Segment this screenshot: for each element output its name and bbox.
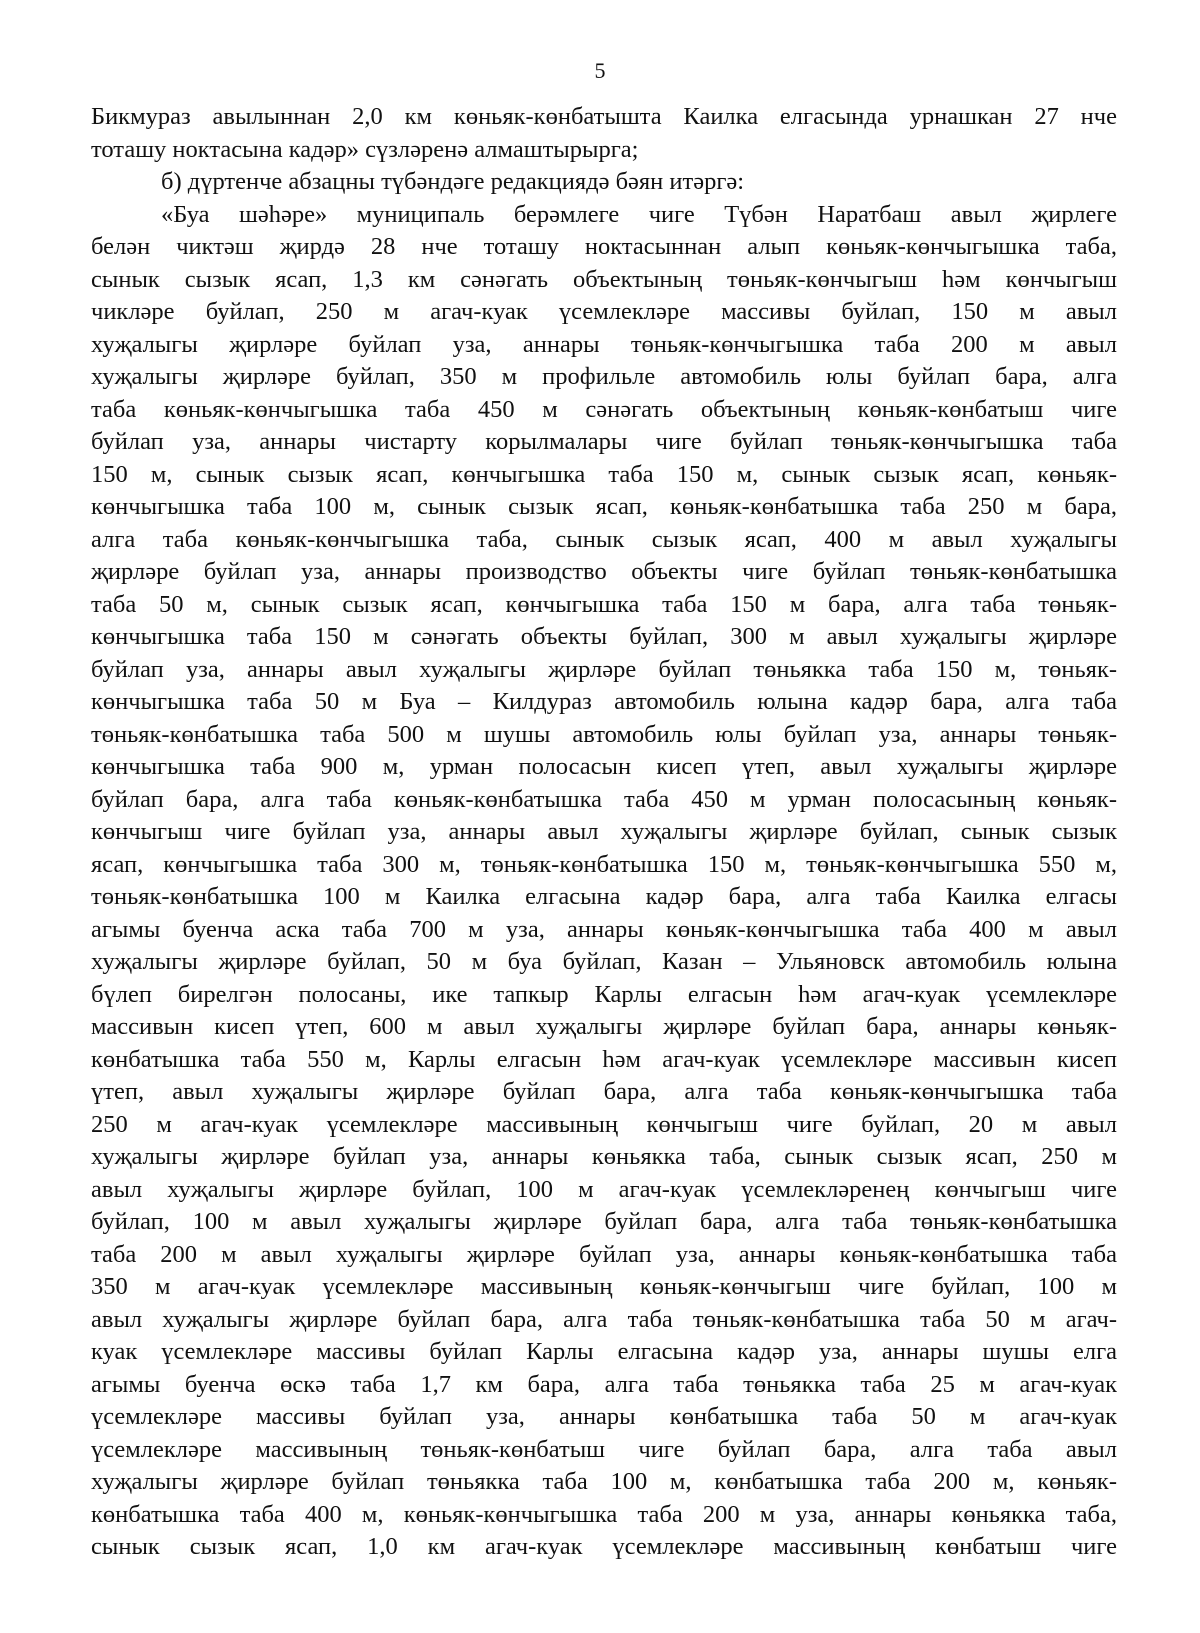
text-line: алга таба көньяк-көнчыгышка таба, сынык сызык ясап, 400 м авыл хуҗалыгы bbox=[91, 525, 1117, 553]
text-line: чикләре буйлап, 250 м агач-куак үсемлекләре массивы буйлап, 150 м авыл bbox=[91, 298, 1117, 325]
text-line: көнбатышка таба 550 м, Карлы елгасын һәм агач-куак үсемлекләре массивын кисеп bbox=[91, 1045, 1117, 1073]
text-line: «Буа шәһәре» муниципаль берәмлеге чиге Түбән Наратбаш авыл җирлеге bbox=[161, 200, 1117, 228]
text-line: көнбатышка таба 400 м, көньяк-көнчыгышка таба 200 м уза, аннары көньякка таба, bbox=[91, 1500, 1117, 1528]
document-body bbox=[91, 101, 1117, 1564]
text-line: авыл хуҗалыгы җирләре буйлап, 100 м агач-куак үсемлекләренең көнчыгыш чиге bbox=[91, 1175, 1117, 1203]
text-line: агымы буенча аска таба 700 м уза, аннары көньяк-көнчыгышка таба 400 м авыл bbox=[91, 915, 1117, 943]
text-line: көнчыгышка таба 100 м, сынык сызык ясап, көньяк-көнбатышка таба 250 м бара, bbox=[91, 493, 1117, 520]
text-line: сынык сызык ясап, 1,0 км агач-куак үсемлекләре массивының көнбатыш чиге bbox=[91, 1533, 1117, 1560]
text-line: таба 50 м, сынык сызык ясап, көнчыгышка таба 150 м бара, алга таба төньяк- bbox=[91, 590, 1117, 618]
text-line: хуҗалыгы җирләре буйлап уза, аннары төньяк-көнчыгышка таба 200 м авыл bbox=[91, 330, 1117, 358]
text-line: көнчыгышка таба 50 м Буа – Килдураз автомобиль юлына кадәр бара, алга таба bbox=[91, 688, 1117, 715]
text-line: көнчыгышка таба 150 м сәнәгать объекты буйлап, 300 м авыл хуҗалыгы җирләре bbox=[91, 623, 1117, 650]
text-line: сынык сызык ясап, 1,3 км сәнәгать объектының төньяк-көнчыгыш һәм көнчыгыш bbox=[91, 265, 1117, 293]
text-line: массивын кисеп үтеп, 600 м авыл хуҗалыгы җирләре буйлап бара, аннары көньяк- bbox=[91, 1013, 1117, 1040]
text-line: буйлап уза, аннары авыл хуҗалыгы җирләре буйлап төньякка таба 150 м, төньяк- bbox=[91, 655, 1117, 683]
text-line: хуҗалыгы җирләре буйлап уза, аннары көньякка таба, сынык сызык ясап, 250 м bbox=[91, 1143, 1117, 1170]
text-line: буйлап, 100 м авыл хуҗалыгы җирләре буйлап бара, алга таба төньяк-көнбатышка bbox=[91, 1208, 1117, 1235]
text-line: таба көньяк-көнчыгышка таба 450 м сәнәгать объектының көньяк-көнбатыш чиге bbox=[91, 395, 1117, 423]
text-line: төньяк-көнбатышка 100 м Каилка елгасына кадәр бара, алга таба Каилка елгасы bbox=[91, 883, 1117, 910]
text-line: буйлап уза, аннары чистарту корылмалары чиге буйлап төньяк-көнчыгышка таба bbox=[91, 428, 1117, 455]
text-line: 250 м агач-куак үсемлекләре массивының көнчыгыш чиге буйлап, 20 м авыл bbox=[91, 1110, 1117, 1138]
text-line: хуҗалыгы җирләре буйлап, 350 м профильле автомобиль юлы буйлап бара, алга bbox=[91, 363, 1117, 390]
text-line: 350 м агач-куак үсемлекләре массивының көньяк-көнчыгыш чиге буйлап, 100 м bbox=[91, 1273, 1117, 1300]
text-line: хуҗалыгы җирләре буйлап төньякка таба 100 м, көнбатышка таба 200 м, көньяк- bbox=[91, 1468, 1117, 1495]
text-line: таба 200 м авыл хуҗалыгы җирләре буйлап уза, аннары көньяк-көнбатышка таба bbox=[91, 1240, 1117, 1268]
text-line: хуҗалыгы җирләре буйлап, 50 м буа буйлап, Казан – Ульяновск автомобиль юлына bbox=[91, 948, 1117, 975]
text-line: тоташу ноктасына кадәр» сүзләренә алмаштырырга; bbox=[91, 135, 639, 163]
text-line: бүлеп бирелгән полосаны, ике тапкыр Карлы елгасын һәм агач-куак үсемлекләре bbox=[91, 980, 1117, 1008]
text-line: 150 м, сынык сызык ясап, көнчыгышка таба 150 м, сынык сызык ясап, көньяк- bbox=[91, 460, 1117, 488]
text-line: ясап, көнчыгышка таба 300 м, төньяк-көнбатышка 150 м, төньяк-көнчыгышка 550 м, bbox=[91, 850, 1117, 878]
text-line: буйлап бара, алга таба көньяк-көнбатышка таба 450 м урман полосасының көньяк- bbox=[91, 785, 1117, 813]
text-line: җирләре буйлап уза, аннары производство объекты чиге буйлап төньяк-көнбатышка bbox=[91, 558, 1117, 585]
text-line: Бикмураз авылыннан 2,0 км көньяк-көнбатышта Каилка елгасында урнашкан 27 нче bbox=[91, 103, 1117, 130]
text-line: үсемлекләре массивының төньяк-көнбатыш чиге буйлап бара, алга таба авыл bbox=[91, 1435, 1117, 1463]
text-line: агымы буенча өскә таба 1,7 км бара, алга таба төньякка таба 25 м агач-куак bbox=[91, 1370, 1117, 1398]
text-line: көнчыгыш чиге буйлап уза, аннары авыл хуҗалыгы җирләре буйлап, сынык сызык bbox=[91, 818, 1117, 845]
text-line: үтеп, авыл хуҗалыгы җирләре буйлап бара, алга таба көньяк-көнчыгышка таба bbox=[91, 1078, 1117, 1105]
text-line: үсемлекләре массивы буйлап уза, аннары көнбатышка таба 50 м агач-куак bbox=[91, 1403, 1117, 1430]
text-line: авыл хуҗалыгы җирләре буйлап бара, алга таба төньяк-көнбатышка таба 50 м агач- bbox=[91, 1305, 1117, 1333]
text-line: куак үсемлекләре массивы буйлап Карлы елгасына кадәр уза, аннары шушы елга bbox=[91, 1338, 1117, 1365]
text-line: төньяк-көнбатышка таба 500 м шушы автомобиль юлы буйлап уза, аннары төньяк- bbox=[91, 720, 1117, 748]
text-line: көнчыгышка таба 900 м, урман полосасын кисеп үтеп, авыл хуҗалыгы җирләре bbox=[91, 753, 1117, 780]
text-line: белән чиктәш җирдә 28 нче тоташу ноктасыннан алып көньяк-көнчыгышка таба, bbox=[91, 233, 1117, 260]
text-line: б) дүртенче абзацны түбәндәге редакциядә бәян итәргә: bbox=[161, 168, 745, 195]
page-number: 5 bbox=[594, 58, 606, 83]
